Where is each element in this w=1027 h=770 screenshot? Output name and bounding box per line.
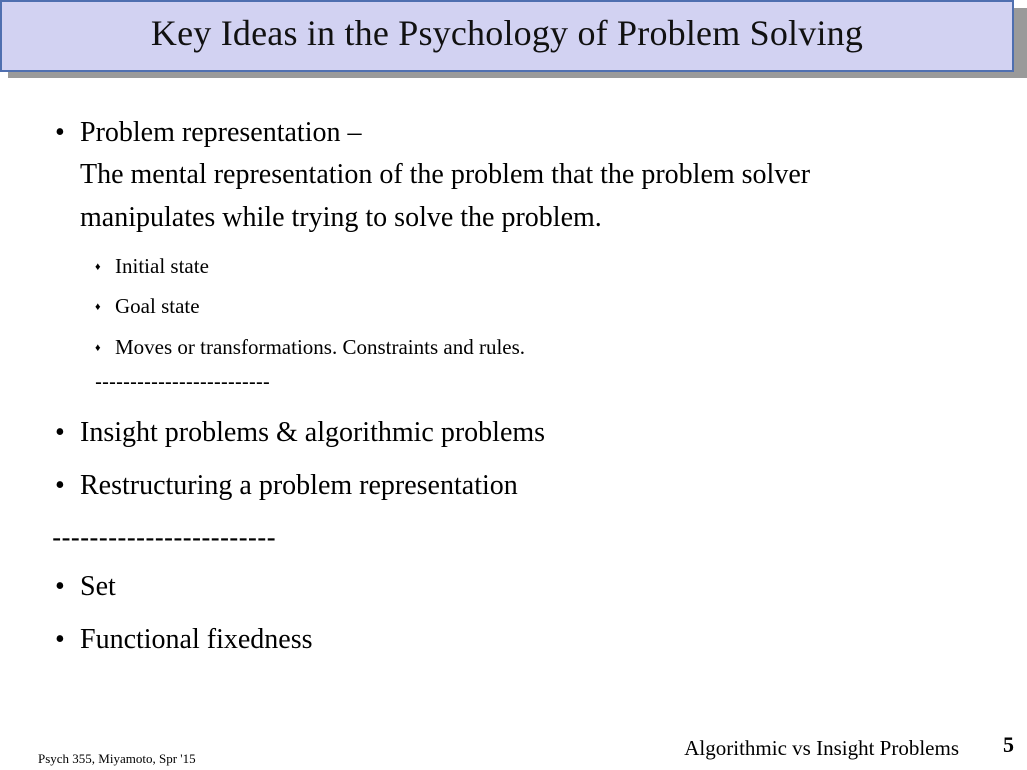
bullet-label: Restructuring a problem representation: [80, 470, 518, 501]
bullet-insight-problems: [55, 412, 545, 454]
subitem-label: Goal state: [115, 294, 200, 318]
subitem-moves: [95, 332, 525, 364]
bullet-label: Functional fixedness: [80, 624, 313, 655]
subitem-initial-state: [95, 251, 209, 283]
representation-description-line-1: The mental representation of the problem that the problem solver: [80, 159, 811, 190]
slide-title: Key Ideas in the Psychology of Problem Solving: [150, 13, 864, 53]
separator-small: -------------------------: [95, 371, 270, 394]
bullet-label: Set: [80, 571, 116, 602]
diamond-bullet-icon: ♦: [95, 261, 101, 274]
bullet-problem-representation: [55, 112, 361, 154]
bullet-icon: •: [55, 624, 65, 655]
bullet-label: Problem representation –: [80, 117, 362, 148]
bullet-icon: •: [55, 470, 65, 501]
bullet-set: [55, 566, 116, 608]
diamond-bullet-icon: ♦: [95, 342, 101, 355]
bullet-functional-fixedness: [55, 619, 313, 661]
bullet-label: Insight problems & algorithmic problems: [80, 417, 546, 448]
subitem-label: Initial state: [115, 254, 209, 278]
bullet-restructuring: [55, 465, 518, 507]
bullet-icon: •: [55, 417, 65, 448]
bullet-icon: •: [55, 571, 65, 602]
diamond-bullet-icon: ♦: [95, 301, 101, 314]
separator-large: ------------------------: [52, 522, 276, 553]
representation-description-line-2: manipulates while trying to solve the problem.: [80, 202, 602, 233]
subitem-goal-state: [95, 291, 200, 323]
footer-topic: Algorithmic vs Insight Problems: [684, 736, 959, 760]
bullet-icon: •: [55, 117, 65, 148]
page-number: 5: [1003, 732, 1014, 757]
footer-course: Psych 355, Miyamoto, Spr '15: [38, 751, 196, 766]
subitem-label: Moves or transformations. Constraints and rules.: [115, 335, 526, 359]
